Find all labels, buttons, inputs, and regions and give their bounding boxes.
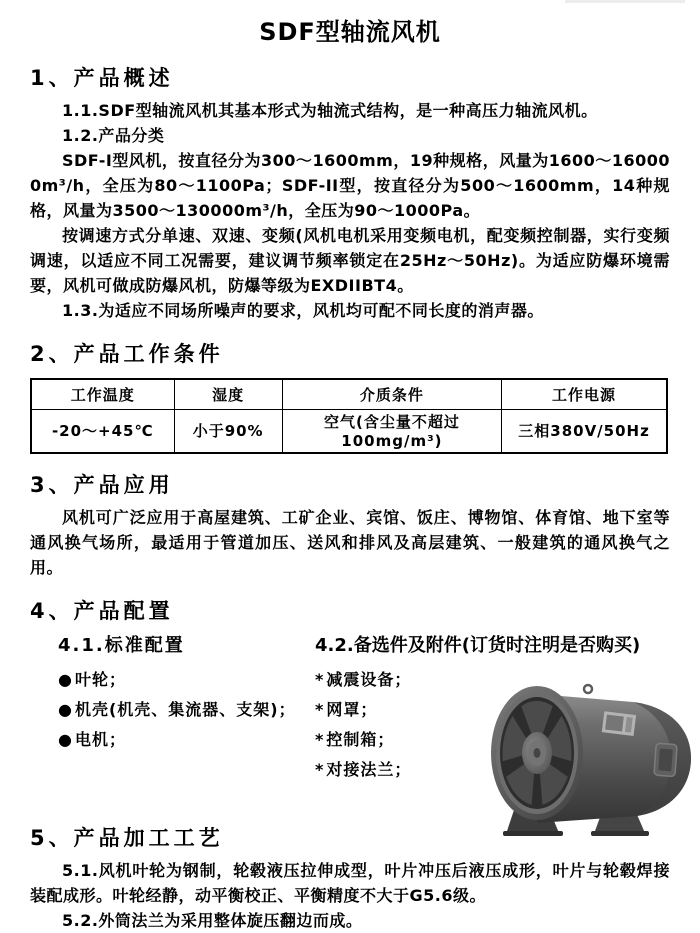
asterisk-icon: * [315, 760, 325, 779]
section-product-application [30, 469, 670, 580]
paragraph-1-1: 1.1.SDF型轴流风机其基本形式为轴流式结构，是一种高压力轴流风机。 [62, 101, 598, 120]
section-product-configuration [30, 595, 670, 807]
axial-fan-product-image [485, 681, 697, 839]
cell-temperature: -20～+45℃ [31, 409, 174, 453]
cell-power: 三相380V/50Hz [502, 409, 667, 453]
paragraph-application: 风机可广泛应用于高屋建筑、工矿企业、宾馆、饭庄、博物馆、体育馆、地下室等通风换气场所，最适用于管道加压、送风和排风及高层建筑、一般建筑的通风换气之用。 [30, 508, 670, 577]
standard-config-heading: 4.1.标准配置 [58, 635, 185, 656]
optional-config-heading: 4.2.备选件及附件(订货时注明是否购买) [315, 635, 641, 656]
asterisk-icon: * [315, 700, 325, 719]
col-header-temperature: 工作温度 [31, 379, 174, 409]
paragraph-speed-control: 按调速方式分单速、双速、变频(风机电机采用变频电机，配变频控制器，实行变频调速，以适应不同工况需要，建议调节频率锁定在25Hz～50Hz)。为适应防爆环境需要，风机可做成防爆风机，防爆等级为EXDIIBT4。 [30, 226, 670, 295]
optional-item-flange: 对接法兰； [326, 760, 412, 779]
col-header-humidity: 湿度 [174, 379, 282, 409]
section-processing-technology [30, 822, 670, 933]
section-1-heading: 1、产品概述 [30, 66, 174, 90]
paragraph-5-1: 5.1.风机叶轮为钢制，轮毂液压拉伸成型，叶片冲压后液压成形，叶片与轮毂焊接装配成形。叶轮经静，动平衡校正、平衡精度不大于G5.6级。 [30, 861, 670, 905]
table-row [31, 409, 667, 453]
cell-medium: 空气(含尘量不超过100mg/m³) [282, 409, 501, 453]
configuration-columns [30, 631, 670, 807]
list-item [58, 725, 315, 755]
asterisk-icon: * [315, 670, 325, 689]
page-title: SDF型轴流风机 [259, 18, 441, 46]
standard-item-impeller: 叶轮； [74, 670, 126, 689]
paragraph-1-3: 1.3.为适应不同场所噪声的要求，风机均可配不同长度的消声器。 [62, 301, 544, 320]
standard-item-casing: 机壳(机壳、集流器、支架)； [74, 700, 296, 719]
optional-item-control-box: 控制箱； [326, 730, 395, 749]
top-strip-artifact [565, 0, 685, 3]
col-header-power: 工作电源 [502, 379, 667, 409]
paragraph-1-2-heading: 1.2.产品分类 [62, 126, 165, 145]
section-working-conditions [30, 338, 670, 454]
col-header-medium: 介质条件 [282, 379, 501, 409]
standard-config-list [58, 665, 315, 755]
standard-item-motor: 电机； [74, 730, 126, 749]
optional-item-mesh-cover: 网罩； [326, 700, 378, 719]
bullet-icon: ● [58, 730, 73, 749]
list-item [58, 695, 315, 725]
section-5-heading: 5、产品加工工艺 [30, 826, 224, 850]
cell-humidity: 小于90% [174, 409, 282, 453]
section-product-overview [30, 62, 670, 323]
bullet-icon: ● [58, 700, 73, 719]
paragraph-classification: SDF-I型风机，按直径分为300～1600mm，19种规格，风量为1600～160000m³/h，全压为80～1100Pa；SDF-II型，按直径分为500～1600mm，14种规格，风量为3500～130000m³/h，全压为90～1000Pa。 [30, 151, 670, 220]
standard-config-column [30, 631, 315, 785]
optional-item-damping: 减震设备； [326, 670, 412, 689]
section-2-heading: 2、产品工作条件 [30, 342, 224, 366]
paragraph-5-2: 5.2.外筒法兰为采用整体旋压翻边而成。 [62, 911, 363, 930]
table-header-row [31, 379, 667, 409]
bullet-icon: ● [58, 670, 73, 689]
section-4-heading: 4、产品配置 [30, 599, 174, 623]
list-item [58, 665, 315, 695]
working-conditions-table [30, 378, 668, 454]
section-3-heading: 3、产品应用 [30, 473, 174, 497]
asterisk-icon: * [315, 730, 325, 749]
